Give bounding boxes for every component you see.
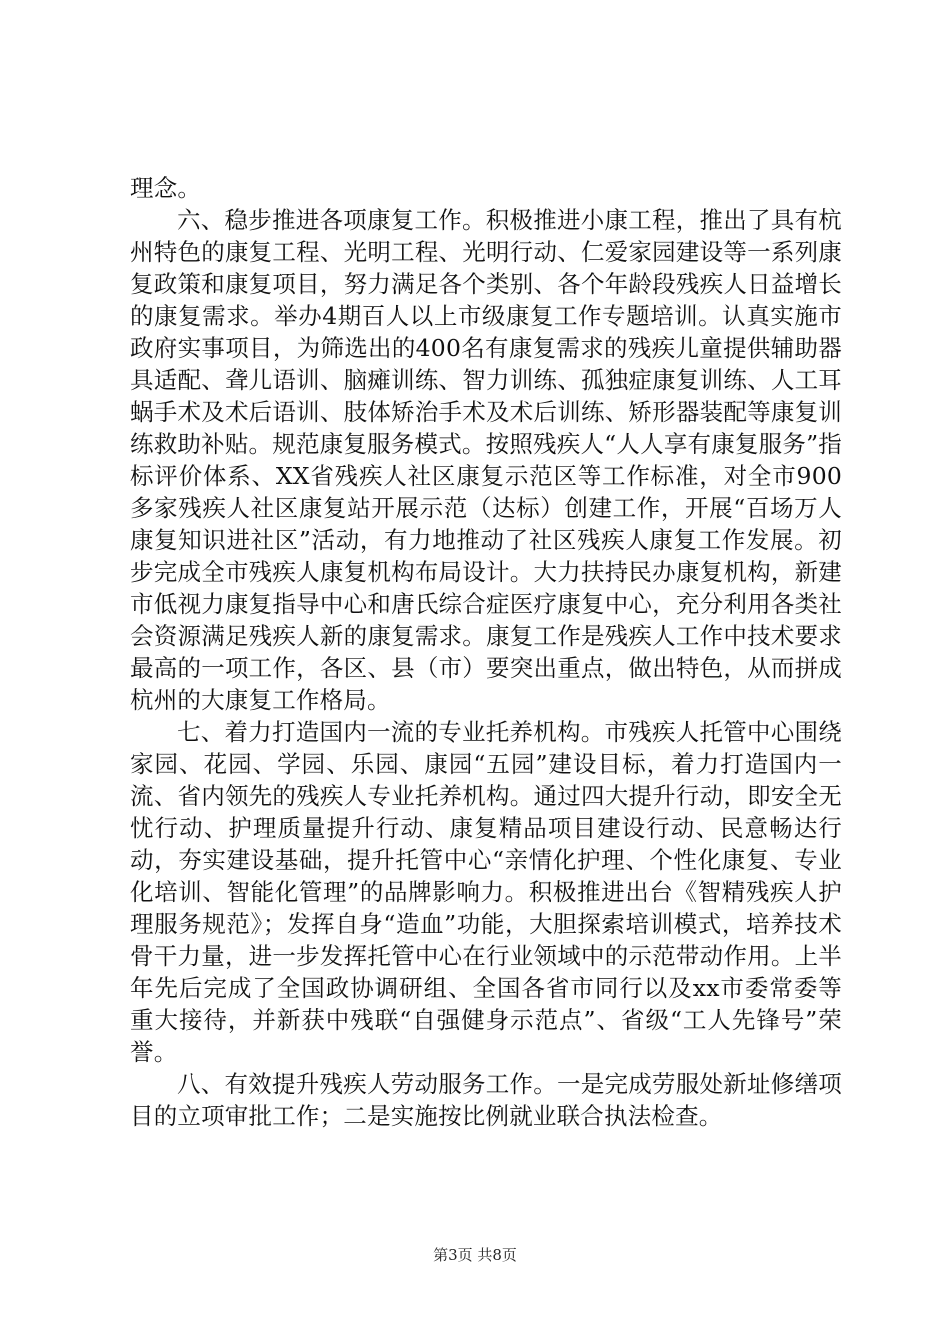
page-footer: 第3页 共8页 bbox=[433, 1246, 517, 1264]
paragraph-care-institution: 七、着力打造国内一流的专业托养机构。市残疾人托管中心围绕家园、花园、学园、乐园、康园“五园”建设目标，着力打造国内一流、省内领先的残疾人专业托养机构。通过四大提升行动，即安全无忧行动、护理质量提升行动、康复精品项目建设行动、民意畅达行动，夯实建设基础，提升托管中心“亲情化护理、个性化康复、专业化培训、智能化管理”的品牌影响力。积极推进出台《智精残疾人护理服务规范》；发挥自身“造血”功能，大胆探索培训模式，培养技术骨干力量，进一步发挥托管中心在行业领域中的示范带动作用。上半年先后完成了全国政协调研组、全国各省市同行以及xx市委常委等重大接待，并新获中残联“自强健身示范点”、省级“工人先锋号”荣誉。 bbox=[130, 718, 842, 1066]
paragraph-labor-service: 八、有效提升残疾人劳动服务工作。一是完成劳服处新址修缮项目的立项审批工作；二是实施按比例就业联合执法检查。 bbox=[130, 1070, 842, 1130]
document-body bbox=[130, 172, 842, 1132]
paragraph-continuation: 理念。 bbox=[130, 174, 202, 202]
paragraph-rehabilitation: 六、稳步推进各项康复工作。积极推进小康工程，推出了具有杭州特色的康复工程、光明工程、光明行动、仁爱家园建设等一系列康复政策和康复项目，努力满足各个类别、各个年龄段残疾人日益增长的康复需求。举办4期百人以上市级康复工作专题培训。认真实施市政府实事项目，为筛选出的400名有康复需求的残疾儿童提供辅助器具适配、聋儿语训、脑瘫训练、智力训练、孤独症康复训练、人工耳蜗手术及术后语训、肢体矫治手术及术后训练、矫形器装配等康复训练救助补贴。规范康复服务模式。按照残疾人“人人享有康复服务”指标评价体系、XX省残疾人社区康复示范区等工作标准，对全市900多家残疾人社区康复站开展示范（达标）创建工作，开展“百场万人康复知识进社区”活动，有力地推动了社区残疾人康复工作发展。初步完成全市残疾人康复机构布局设计。大力扶持民办康复机构，新建市低视力康复指导中心和唐氏综合症医疗康复中心，充分利用各类社会资源满足残疾人新的康复需求。康复工作是残疾人工作中技术要求最高的一项工作，各区、县（市）要突出重点，做出特色，从而拼成杭州的大康复工作格局。 bbox=[130, 206, 842, 714]
